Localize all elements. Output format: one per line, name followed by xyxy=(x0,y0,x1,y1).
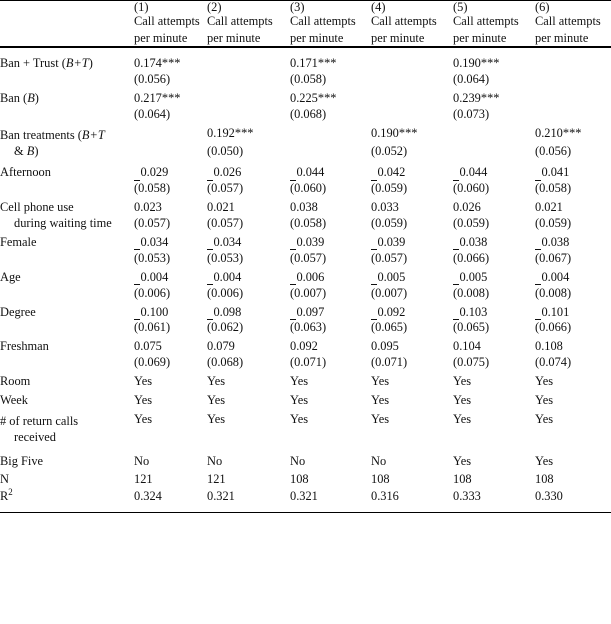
cell-degree-coef-2: 0.098 xyxy=(213,304,242,319)
cell-afternoon-coef-6: 0.041 xyxy=(541,165,570,180)
row-label-ban-treatments-italic-1: B+T xyxy=(81,127,105,142)
cell-female-coef-3: 0.039 xyxy=(296,234,325,249)
cell-ban-trust-coef-3: 0.171*** xyxy=(290,56,337,71)
cell-age-coef-5: 0.005 xyxy=(459,269,488,284)
column-header-outcome-6: Call attempts per minute xyxy=(535,14,601,45)
cell-ban-trust-se-2 xyxy=(207,70,290,86)
row-label-return-calls: # of return calls received xyxy=(0,413,79,445)
cell-freshman-se-4: (0.071) xyxy=(371,355,408,370)
row-label-r-squared: $R^2$ xyxy=(0,487,13,504)
cell-r-squared-5: 0.333 xyxy=(453,489,481,504)
cell-afternoon-coef-3: 0.044 xyxy=(296,165,325,180)
cell-big-five-1: No xyxy=(134,454,150,469)
row-label-afternoon-se-blank xyxy=(0,179,134,195)
cell-ban-trust-coef-5: 0.190*** xyxy=(453,56,500,71)
cell-age-se-3: (0.007) xyxy=(290,285,327,300)
row-label-ban-treatments-line2: & B) xyxy=(14,144,39,159)
cell-n-1: 121 xyxy=(134,471,153,486)
cell-freshman-se-5: (0.075) xyxy=(453,355,490,370)
row-label-ban-trust: Ban + Trust (B+T) xyxy=(0,56,93,71)
cell-r-squared-4: 0.316 xyxy=(371,489,399,504)
cell-age-se-6: (0.008) xyxy=(535,285,572,300)
header-outcome-corner-cell xyxy=(0,13,134,47)
column-header-number-3: (3) xyxy=(290,0,305,14)
cell-age-se-2: (0.006) xyxy=(207,285,244,300)
cell-age-coef-6: 0.004 xyxy=(541,269,570,284)
cell-n-5: 108 xyxy=(453,471,472,486)
cell-afternoon-se-2: (0.057) xyxy=(207,181,244,196)
cell-afternoon-se-6: (0.058) xyxy=(535,181,572,196)
cell-ban-se-5: (0.073) xyxy=(453,106,490,121)
cell-freshman-coef-6: 0.108 xyxy=(535,339,563,354)
cell-ban-se-1: (0.064) xyxy=(134,106,171,121)
cell-ban-coef-2 xyxy=(207,85,290,104)
cell-age-se-1: (0.006) xyxy=(134,285,171,300)
cell-freshman-se-6: (0.074) xyxy=(535,355,572,370)
cell-week-4: Yes xyxy=(371,393,390,408)
column-header-outcome-4: Call attempts per minute xyxy=(371,14,437,45)
cell-ban-se-3: (0.068) xyxy=(290,106,327,121)
table-row-ban-trust-coef xyxy=(0,48,611,69)
cell-cell-phone-se-3: (0.058) xyxy=(290,216,327,230)
header-row-outcomes xyxy=(0,13,611,47)
table-row-female-coef xyxy=(0,229,611,248)
cell-ban-treatments-coef-4: 0.190*** xyxy=(371,125,418,140)
cell-cell-phone-coef-2: 0.021 xyxy=(207,200,235,215)
row-label-freshman: Freshman xyxy=(0,339,49,354)
cell-age-coef-3: 0.006 xyxy=(296,269,325,284)
table-row-degree-se xyxy=(0,318,611,334)
cell-freshman-coef-4: 0.095 xyxy=(371,339,399,354)
row-label-female-se-blank xyxy=(0,248,134,264)
cell-ban-treatments-coef-1 xyxy=(134,120,207,141)
cell-freshman-se-3: (0.071) xyxy=(290,355,327,370)
row-label-big-five: Big Five xyxy=(0,454,44,469)
table-row-return-calls xyxy=(0,406,611,446)
cell-cell-phone-se-1: (0.057) xyxy=(134,216,171,230)
cell-ban-treatments-se-3 xyxy=(290,142,371,160)
table-row-ban-se xyxy=(0,104,611,120)
cell-big-five-2: No xyxy=(207,454,223,469)
column-header-outcome-3: Call attempts per minute xyxy=(290,14,356,45)
cell-ban-se-6 xyxy=(535,104,611,120)
cell-room-3: Yes xyxy=(290,374,309,389)
cell-week-5: Yes xyxy=(453,393,472,408)
cell-freshman-coef-2: 0.079 xyxy=(207,339,235,354)
cell-degree-se-2: (0.062) xyxy=(207,320,244,335)
cell-female-coef-6: 0.038 xyxy=(541,234,570,249)
cell-week-1: Yes xyxy=(134,393,153,408)
cell-room-1: Yes xyxy=(134,374,153,389)
cell-ban-trust-se-6 xyxy=(535,70,611,86)
row-label-degree-se-blank xyxy=(0,318,134,334)
cell-r-squared-3: 0.321 xyxy=(290,489,318,504)
cell-ban-coef-4 xyxy=(371,85,453,104)
row-label-ban-treatments: Ban treatments (B+T & B) xyxy=(0,127,105,159)
cell-return-calls-4: Yes xyxy=(371,411,390,426)
table-row-n xyxy=(0,468,611,485)
cell-cell-phone-coef-4: 0.033 xyxy=(371,200,399,215)
cell-big-five-3: No xyxy=(290,454,306,469)
table-row-female-se xyxy=(0,248,611,264)
row-label-age-se-blank xyxy=(0,283,134,299)
table-row-degree-coef xyxy=(0,299,611,318)
cell-afternoon-se-5: (0.060) xyxy=(453,181,490,196)
cell-cell-phone-se-2: (0.057) xyxy=(207,216,244,230)
cell-ban-coef-3: 0.225*** xyxy=(290,90,337,105)
table-row-ban-coef xyxy=(0,85,611,104)
cell-ban-coef-6 xyxy=(535,85,611,104)
cell-ban-treatments-coef-2: 0.192*** xyxy=(207,125,254,140)
cell-ban-treatments-se-5 xyxy=(453,142,535,160)
table-row-afternoon-coef xyxy=(0,160,611,179)
cell-degree-coef-3: 0.097 xyxy=(296,304,325,319)
column-header-outcome-2: Call attempts per minute xyxy=(207,14,273,45)
cell-ban-treatments-se-1 xyxy=(134,142,207,160)
table-row-week xyxy=(0,388,611,407)
column-header-number-2: (2) xyxy=(207,0,222,14)
row-label-ban-italic: B xyxy=(27,90,35,105)
cell-return-calls-2: Yes xyxy=(207,411,226,426)
cell-ban-se-2 xyxy=(207,104,290,120)
row-label-ban-trust-se-blank xyxy=(0,70,134,86)
cell-afternoon-coef-2: 0.026 xyxy=(213,165,242,180)
column-header-outcome-5: Call attempts per minute xyxy=(453,14,519,45)
row-label-ban-treatments-italic-2: B xyxy=(26,144,35,159)
cell-female-coef-5: 0.038 xyxy=(459,234,488,249)
cell-r-squared-1: 0.324 xyxy=(134,489,162,504)
cell-freshman-se-2: (0.068) xyxy=(207,355,244,370)
cell-cell-phone-se-5: (0.059) xyxy=(453,216,490,230)
cell-ban-treatments-coef-3 xyxy=(290,120,371,141)
cell-female-coef-4: 0.039 xyxy=(377,234,406,249)
cell-cell-phone-coef-3: 0.038 xyxy=(290,200,318,215)
row-label-freshman-se-blank xyxy=(0,353,134,369)
r-squared-superscript: 2 xyxy=(8,487,13,498)
table-row-ban-treatments-coef xyxy=(0,120,611,141)
header-corner-cell xyxy=(0,1,134,13)
cell-female-se-5: (0.066) xyxy=(453,250,490,265)
cell-r-squared-6: 0.330 xyxy=(535,489,563,504)
cell-ban-treatments-se-2: (0.050) xyxy=(207,144,244,159)
cell-degree-coef-5: 0.103 xyxy=(459,304,488,319)
cell-degree-coef-1: 0.100 xyxy=(140,304,169,319)
cell-afternoon-se-1: (0.058) xyxy=(134,181,171,196)
column-header-outcome-1: Call attempts per minute xyxy=(134,14,200,45)
table-bottom-rule xyxy=(0,512,611,513)
cell-freshman-coef-3: 0.092 xyxy=(290,339,318,354)
cell-ban-trust-se-5: (0.064) xyxy=(453,72,490,87)
cell-ban-treatments-coef-5 xyxy=(453,120,535,141)
cell-age-se-4: (0.007) xyxy=(371,285,408,300)
cell-age-coef-4: 0.005 xyxy=(377,269,406,284)
cell-afternoon-se-3: (0.060) xyxy=(290,181,327,196)
row-label-female: Female xyxy=(0,234,37,249)
cell-ban-trust-se-1: (0.056) xyxy=(134,72,171,87)
cell-ban-trust-se-3: (0.058) xyxy=(290,72,327,87)
table-row-freshman-coef xyxy=(0,334,611,353)
cell-cell-phone-se-6: (0.059) xyxy=(535,216,572,230)
cell-female-se-3: (0.057) xyxy=(290,250,327,265)
cell-degree-se-3: (0.063) xyxy=(290,320,327,335)
cell-room-5: Yes xyxy=(453,374,472,389)
cell-afternoon-se-4: (0.059) xyxy=(371,181,408,196)
table-row-r-squared xyxy=(0,485,611,512)
cell-ban-coef-1: 0.217*** xyxy=(134,90,181,105)
cell-ban-trust-coef-6 xyxy=(535,48,611,69)
cell-ban-coef-5: 0.239*** xyxy=(453,90,500,105)
cell-degree-coef-4: 0.092 xyxy=(377,304,406,319)
cell-n-6: 108 xyxy=(535,471,554,486)
cell-age-coef-1: 0.004 xyxy=(140,269,169,284)
table-row-cell-phone-se xyxy=(0,214,611,230)
cell-ban-treatments-coef-6: 0.210*** xyxy=(535,125,582,140)
row-label-return-calls-line2: received xyxy=(14,430,56,445)
table-row-ban-trust-se xyxy=(0,70,611,86)
column-header-number-4: (4) xyxy=(371,0,386,14)
cell-female-se-1: (0.053) xyxy=(134,250,171,265)
row-label-week: Week xyxy=(0,393,28,408)
cell-ban-trust-coef-4 xyxy=(371,48,453,69)
cell-female-coef-1: 0.034 xyxy=(140,234,169,249)
cell-afternoon-coef-1: 0.029 xyxy=(140,165,169,180)
cell-big-five-4: No xyxy=(371,454,387,469)
cell-afternoon-coef-4: 0.042 xyxy=(377,165,406,180)
cell-degree-se-6: (0.066) xyxy=(535,320,572,335)
column-header-number-1: (1) xyxy=(134,0,149,14)
cell-big-five-5: Yes xyxy=(453,454,472,469)
cell-degree-coef-6: 0.101 xyxy=(541,304,570,319)
table-row-big-five xyxy=(0,446,611,468)
row-label-cell-phone-line1: Cell phone use xyxy=(0,200,74,215)
cell-age-coef-2: 0.004 xyxy=(213,269,242,284)
row-label-n: N xyxy=(0,471,9,486)
cell-room-4: Yes xyxy=(371,374,390,389)
cell-week-2: Yes xyxy=(207,393,226,408)
table-row-freshman-se xyxy=(0,353,611,369)
cell-freshman-se-1: (0.069) xyxy=(134,355,171,370)
cell-age-se-5: (0.008) xyxy=(453,285,490,300)
cell-degree-se-4: (0.065) xyxy=(371,320,408,335)
header-row-numbers xyxy=(0,1,611,13)
cell-cell-phone-coef-1: 0.023 xyxy=(134,200,162,215)
row-label-cell-phone-line2: during waiting time xyxy=(14,216,112,230)
row-label-ban-se-blank xyxy=(0,104,134,120)
cell-freshman-coef-5: 0.104 xyxy=(453,339,481,354)
cell-return-calls-6: Yes xyxy=(535,411,554,426)
row-label-age: Age xyxy=(0,269,21,284)
cell-n-3: 108 xyxy=(290,471,309,486)
row-label-ban: Ban (B) xyxy=(0,90,39,105)
table-row-age-coef xyxy=(0,264,611,283)
cell-cell-phone-coef-6: 0.021 xyxy=(535,200,563,215)
cell-ban-trust-coef-1: 0.174*** xyxy=(134,56,181,71)
table-row-cell-phone-coef xyxy=(0,195,611,214)
cell-room-6: Yes xyxy=(535,374,554,389)
cell-ban-trust-se-4 xyxy=(371,70,453,86)
cell-female-se-6: (0.067) xyxy=(535,250,572,265)
table-row-age-se xyxy=(0,283,611,299)
cell-return-calls-5: Yes xyxy=(453,411,472,426)
cell-big-five-6: Yes xyxy=(535,454,554,469)
cell-cell-phone-se-4: (0.059) xyxy=(371,216,408,230)
column-header-number-6: (6) xyxy=(535,0,550,14)
row-label-ban-trust-italic: B+T xyxy=(65,56,89,71)
cell-female-se-4: (0.057) xyxy=(371,250,408,265)
cell-degree-se-5: (0.065) xyxy=(453,320,490,335)
cell-freshman-coef-1: 0.075 xyxy=(134,339,162,354)
row-label-degree: Degree xyxy=(0,304,36,319)
cell-room-2: Yes xyxy=(207,374,226,389)
cell-return-calls-3: Yes xyxy=(290,411,309,426)
cell-r-squared-2: 0.321 xyxy=(207,489,235,504)
column-header-number-5: (5) xyxy=(453,0,468,14)
cell-ban-treatments-se-4: (0.052) xyxy=(371,144,408,159)
cell-return-calls-1: Yes xyxy=(134,411,153,426)
cell-week-3: Yes xyxy=(290,393,309,408)
cell-female-coef-2: 0.034 xyxy=(213,234,242,249)
cell-ban-trust-coef-2 xyxy=(207,48,290,69)
cell-afternoon-coef-5: 0.044 xyxy=(459,165,488,180)
row-label-room: Room xyxy=(0,374,31,389)
cell-ban-treatments-se-6: (0.056) xyxy=(535,144,572,159)
cell-week-6: Yes xyxy=(535,393,554,408)
cell-degree-se-1: (0.061) xyxy=(134,320,171,335)
cell-ban-se-4 xyxy=(371,104,453,120)
cell-cell-phone-coef-5: 0.026 xyxy=(453,200,481,215)
row-label-afternoon: Afternoon xyxy=(0,165,51,180)
table-row-afternoon-se xyxy=(0,179,611,195)
table-row-room xyxy=(0,369,611,388)
cell-n-2: 121 xyxy=(207,471,226,486)
cell-n-4: 108 xyxy=(371,471,390,486)
cell-female-se-2: (0.053) xyxy=(207,250,244,265)
